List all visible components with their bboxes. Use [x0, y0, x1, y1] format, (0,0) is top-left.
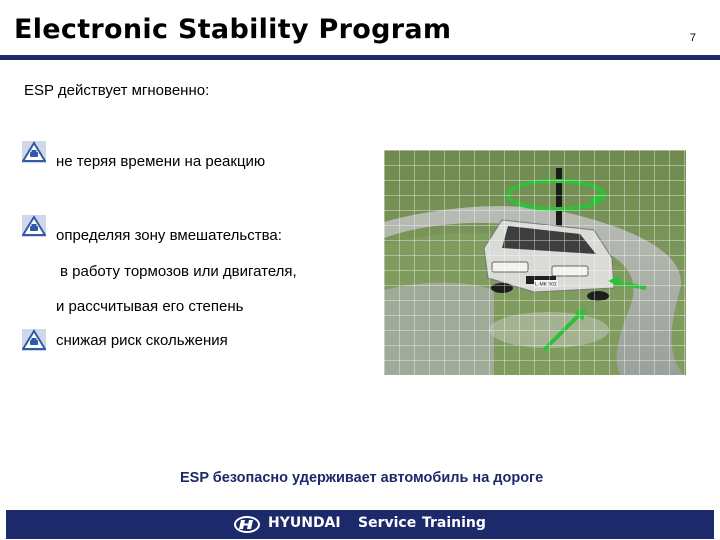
car-photo	[384, 150, 686, 375]
bullet-subtext: и рассчитывая его степень	[56, 298, 244, 315]
warning-triangle-car-icon	[22, 329, 46, 351]
warning-triangle-car-icon	[22, 141, 46, 163]
caption-text: ESP безопасно удерживает автомобиль на дороге	[180, 470, 544, 486]
footer-service: Service	[358, 515, 417, 531]
page-number: 7	[689, 32, 696, 44]
title-divider	[0, 55, 720, 60]
bullet-text: не теряя времени на реакцию	[56, 153, 266, 170]
bullet-text: определяя зону вмешательства:	[56, 227, 282, 244]
warning-triangle-car-icon	[22, 215, 46, 237]
footer-brand: HYUNDAI	[268, 515, 341, 531]
footer-bar	[6, 510, 714, 539]
bullet-text: снижая риск скольжения	[56, 332, 228, 349]
slide-title: Electronic Stability Program	[14, 14, 452, 45]
hyundai-logo-icon	[234, 516, 260, 533]
intro-text: ESP действует мгновенно:	[24, 82, 210, 99]
footer-training: Training	[422, 515, 486, 531]
bullet-subtext: в работу тормозов или двигателя,	[60, 263, 297, 280]
